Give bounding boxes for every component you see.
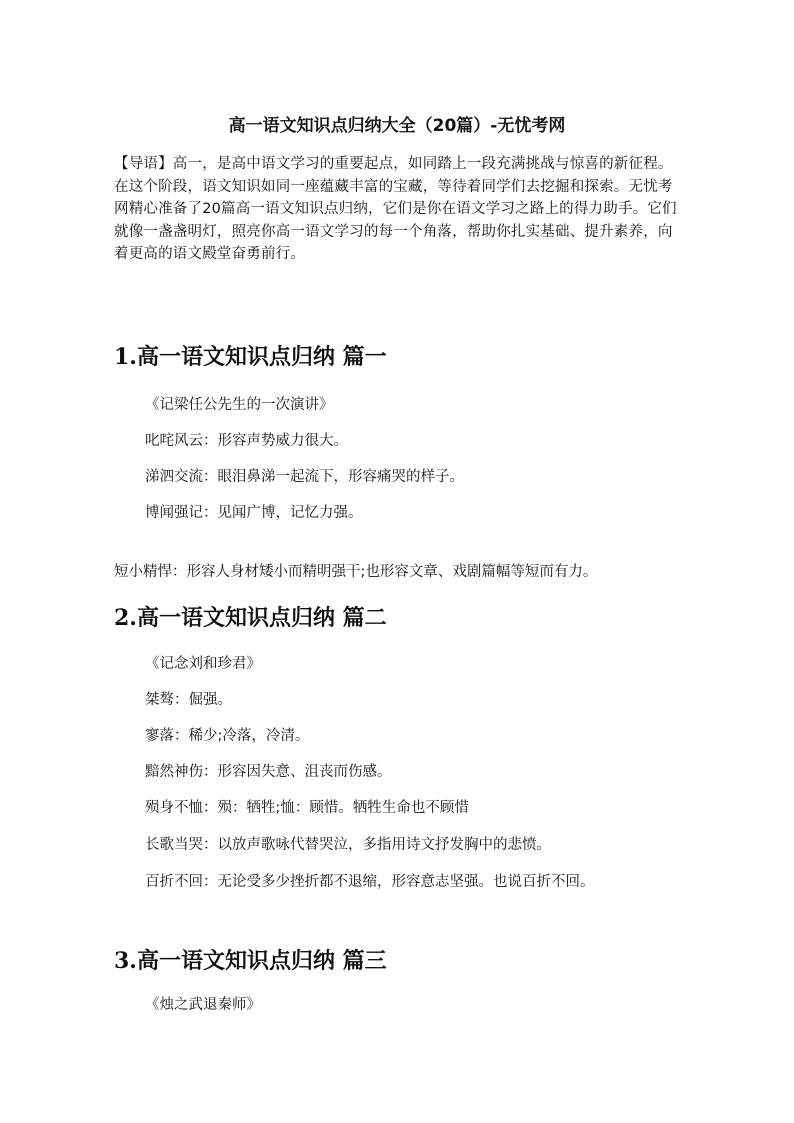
section-1-entry-3: 博闻强记：见闻广博，记忆力强。 [145,505,363,521]
section-2-entry-1: 桀骜：倔强。 [145,692,232,708]
section-2-source-title: 《记念刘和珍君》 [145,656,261,672]
section-2-heading: 2.高一语文知识点归纳 篇二 [114,605,387,631]
section-3-source-title: 《烛之武退秦师》 [145,997,261,1013]
section-1-entry-2: 涕泗交流：眼泪鼻涕一起流下，形容痛哭的样子。 [145,469,464,485]
section-1-entry-4: 短小精悍：形容人身材矮小而精明强干;也形容文章、戏剧篇幅等短而有力。 [114,564,598,580]
section-1-source-title: 《记梁任公先生的一次演讲》 [145,397,334,413]
section-2-entry-4: 殒身不恤：殒：牺牲;恤：顾惜。牺牲生命也不顾惜 [145,800,469,816]
section-1-entry-1: 叱咤风云：形容声势威力很大。 [145,433,348,449]
section-2-entry-3: 黯然神伤：形容因失意、沮丧而伤感。 [145,764,392,780]
section-3-heading: 3.高一语文知识点归纳 篇三 [114,948,387,974]
section-2-entry-5: 长歌当哭：以放声歌咏代替哭泣，多指用诗文抒发胸中的悲愤。 [145,837,551,853]
document-title: 高一语文知识点归纳大全（20篇）-无忧考网 [228,116,566,136]
section-1-heading: 1.高一语文知识点归纳 篇一 [114,344,387,370]
section-2-entry-2: 寥落：稀少;冷落，冷清。 [145,728,310,744]
section-2-entry-6: 百折不回：无论受多少挫折都不退缩，形容意志坚强。也说百折不回。 [145,874,595,890]
intro-paragraph: 【导语】高一，是高中语文学习的重要起点，如同踏上一段充满挑战与惊喜的新征程。在这个阶段，语文知识如同一座蕴藏丰富的宝藏，等待着同学们去挖掘和探索。无忧考网精心准备了20篇高一语文知识点归纳，它们是你在语文学习之路上的得力助手。它们就像一盏盏明灯，照亮你高一语文学习的每一个角落，帮助你扎实基础、提升素养，向着更高的语文殿堂奋勇前行。 [114,156,677,262]
